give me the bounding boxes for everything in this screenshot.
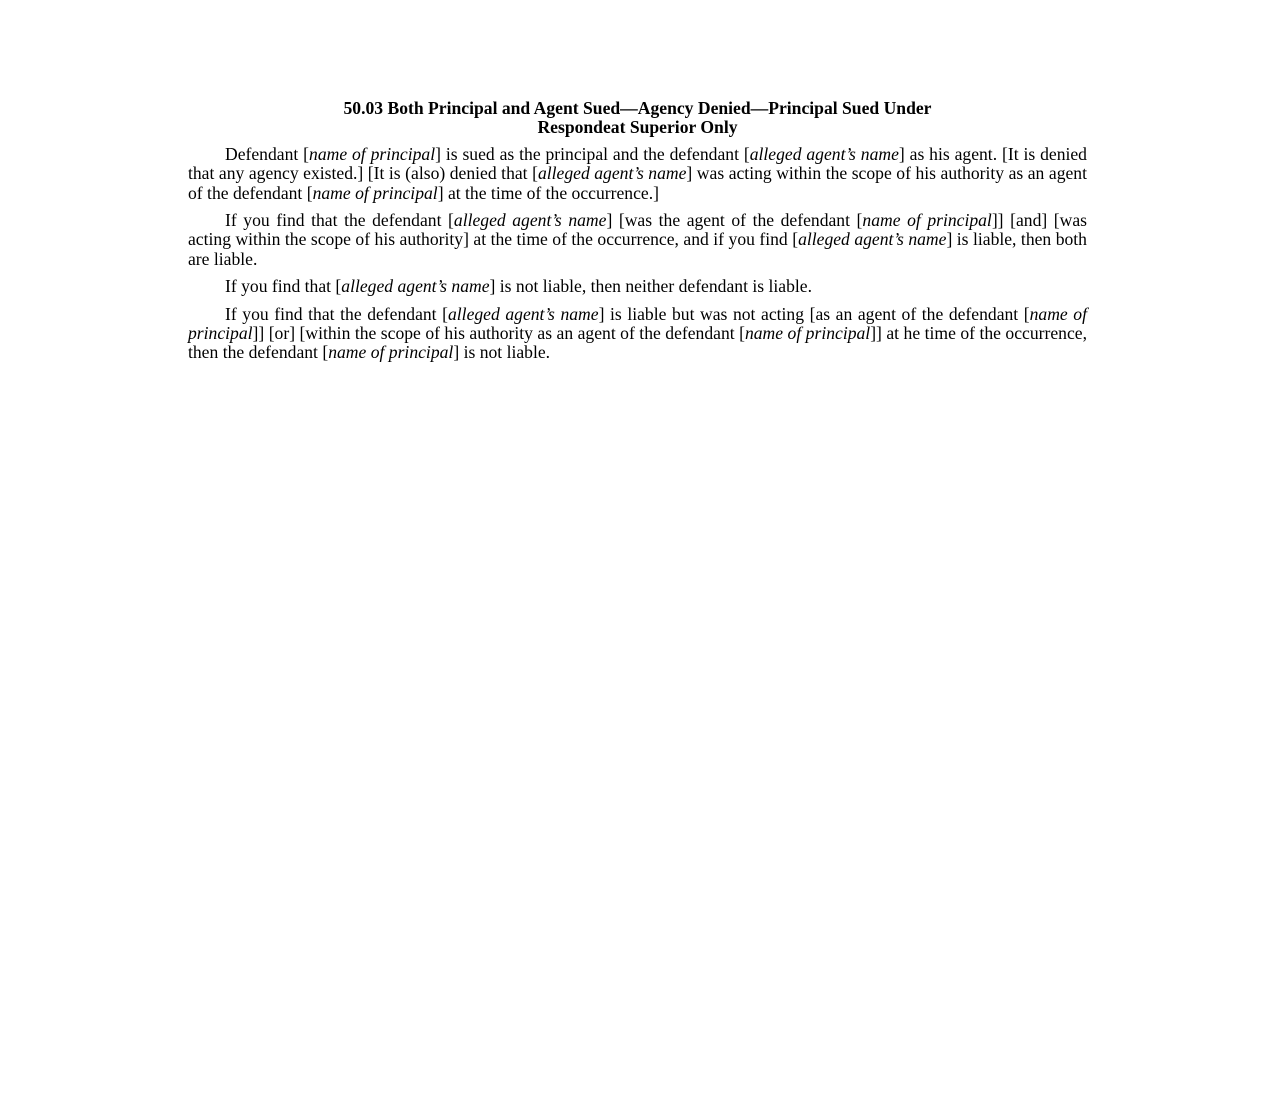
placeholder-text: name of principal (328, 342, 454, 363)
paragraph-text: ]] [and] [was acting within the scope of his authority] at the time of the occurrence, and if you find [ (188, 210, 1088, 250)
paragraph-text: ] at the time of the occurrence.] (437, 182, 659, 203)
paragraph-text: ] is not liable, then neither defendant is liable. (489, 276, 812, 297)
placeholder-text: name of principal (744, 323, 871, 344)
paragraph-text: ]] [or] [within the scope of his authority as an agent of the defendant [ (252, 323, 745, 344)
placeholder-text: name of principal (309, 143, 436, 164)
paragraph-text: ] is sued as the principal and the defendant [ (435, 143, 750, 164)
placeholder-text: alleged agent’s name (341, 276, 490, 297)
paragraph-3 (188, 277, 1087, 296)
paragraph-1 (188, 145, 1087, 203)
document-page (188, 99, 1087, 371)
paragraph-4 (188, 305, 1087, 363)
paragraph-text: ] [was the agent of the defendant [ (606, 210, 863, 231)
document-title-line-1: 50.03 Both Principal and Agent Sued—Agency Denied—Principal Sued Under (343, 98, 932, 118)
paragraph-text: ] is liable, then both are liable. (188, 229, 1087, 269)
paragraph-text: Defendant [ (225, 143, 310, 164)
placeholder-text: name of principal (188, 303, 1087, 344)
placeholder-text: alleged agent’s name (448, 303, 599, 324)
paragraph-2 (188, 211, 1087, 269)
paragraph-text: ]] at he time of the occurrence, then the defendant [ (188, 323, 1087, 363)
placeholder-text: name of principal (312, 182, 438, 203)
placeholder-text: name of principal (862, 210, 992, 231)
paragraph-text: ] is not liable. (453, 342, 551, 363)
paragraph-text: If you find that the defendant [ (225, 210, 454, 231)
paragraph-text: If you find that [ (225, 276, 342, 297)
placeholder-text: alleged agent’s name (749, 143, 899, 164)
paragraph-text: ] is liable but was not acting [as an agent of the defendant [ (598, 303, 1030, 324)
document-title-line-2: Respondeat Superior Only (537, 117, 738, 138)
placeholder-text: alleged agent’s name (453, 210, 607, 231)
paragraph-text: If you find that the defendant [ (225, 303, 448, 324)
placeholder-text: alleged agent’s name (798, 229, 947, 250)
paragraph-text: ] as his agent. [It is denied that any agency existed.] [It is (also) denied that [ (188, 143, 1087, 184)
document-title (188, 99, 1087, 138)
placeholder-text: alleged agent’s name (537, 163, 687, 184)
paragraph-text: ] was acting within the scope of his authority as an agent of the defendant [ (188, 163, 1087, 203)
